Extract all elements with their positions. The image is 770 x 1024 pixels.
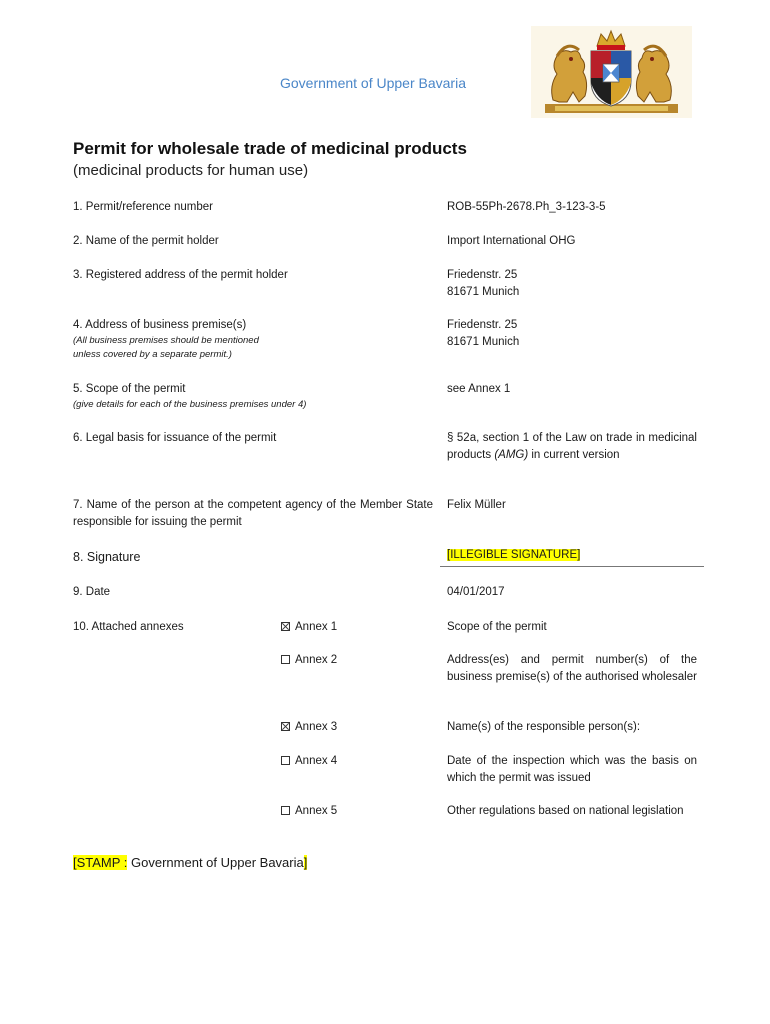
stamp-prefix: [STAMP : bbox=[73, 855, 128, 870]
annex-5-checkbox[interactable] bbox=[281, 803, 337, 820]
annex-4-description: Date of the inspection which was the basis on which the permit was issued bbox=[447, 755, 697, 784]
date-label: 9. Date bbox=[73, 586, 111, 598]
business-premises-note-2: unless covered by a separate permit.) bbox=[73, 349, 232, 360]
checked-box-icon bbox=[281, 622, 290, 631]
business-premises-city: 81671 Munich bbox=[447, 336, 520, 348]
business-premises-value bbox=[447, 317, 519, 351]
signature-value bbox=[447, 547, 580, 564]
annex-3-label: Annex 3 bbox=[295, 721, 338, 733]
signature-label: 8. Signature bbox=[73, 550, 141, 564]
scope-label: 5. Scope of the permit bbox=[73, 383, 186, 395]
annex-3-description: Name(s) of the responsible person(s): bbox=[447, 721, 641, 733]
coat-of-arms-icon bbox=[531, 26, 692, 118]
permit-number-value: ROB-55Ph-2678.Ph_3-123-3-5 bbox=[447, 201, 606, 213]
legal-basis-text: § 52a, section 1 of the Law on trade in medicinal products bbox=[447, 432, 697, 461]
responsible-person-label: 7. Name of the person at the competent agency of the Member State responsible for issuing the permit bbox=[73, 499, 433, 528]
date-value: 04/01/2017 bbox=[447, 586, 505, 598]
scope-label-block bbox=[73, 381, 306, 412]
business-premises-note-1: (All business premises should be mentioned bbox=[73, 335, 259, 346]
signature-line bbox=[440, 566, 704, 567]
permit-holder-value: Import International OHG bbox=[447, 235, 576, 247]
responsible-person-value: Felix Müller bbox=[447, 499, 506, 511]
unchecked-box-icon bbox=[281, 756, 290, 765]
scope-value: see Annex 1 bbox=[447, 383, 511, 395]
annex-5-description: Other regulations based on national legislation bbox=[447, 805, 684, 817]
stamp-text: Government of Upper Bavaria bbox=[127, 855, 304, 870]
agency-name: Government of Upper Bavaria bbox=[280, 75, 466, 91]
annexes-label: 10. Attached annexes bbox=[73, 621, 184, 633]
business-premises-label: 4. Address of business premise(s) bbox=[73, 319, 247, 331]
annex-5-label: Annex 5 bbox=[295, 805, 338, 817]
business-premises-street: Friedenstr. 25 bbox=[447, 319, 518, 331]
annex-3-checkbox[interactable] bbox=[281, 719, 337, 736]
permit-number-label: 1. Permit/reference number bbox=[73, 201, 213, 213]
unchecked-box-icon bbox=[281, 806, 290, 815]
document-title: Permit for wholesale trade of medicinal products bbox=[73, 139, 467, 158]
annex-1-label: Annex 1 bbox=[295, 621, 338, 633]
signature-placeholder: [ILLEGIBLE SIGNATURE] bbox=[447, 549, 581, 561]
registered-address-label: 3. Registered address of the permit holder bbox=[73, 269, 288, 281]
legal-basis-value bbox=[447, 430, 697, 464]
registered-address-city: 81671 Munich bbox=[447, 286, 520, 298]
annex-1-checkbox[interactable] bbox=[281, 619, 337, 636]
legal-basis-label: 6. Legal basis for issuance of the permit bbox=[73, 432, 277, 444]
registered-address-street: Friedenstr. 25 bbox=[447, 269, 518, 281]
annex-4-label: Annex 4 bbox=[295, 755, 338, 767]
scope-note: (give details for each of the business premises under 4) bbox=[73, 399, 307, 410]
annex-2-checkbox[interactable] bbox=[281, 652, 337, 669]
stamp-suffix: ] bbox=[303, 855, 308, 870]
document-subtitle: (medicinal products for human use) bbox=[73, 162, 309, 179]
annex-2-label: Annex 2 bbox=[295, 654, 338, 666]
annex-2-description: Address(es) and permit number(s) of the business premise(s) of the authorised wholesaler bbox=[447, 654, 697, 683]
permit-holder-label: 2. Name of the permit holder bbox=[73, 235, 219, 247]
checked-box-icon bbox=[281, 722, 290, 731]
registered-address-value bbox=[447, 267, 519, 301]
business-premises-label-block bbox=[73, 317, 259, 362]
legal-basis-amg: (AMG) bbox=[494, 449, 529, 461]
annex-4-checkbox[interactable] bbox=[281, 753, 337, 770]
legal-basis-version: in current version bbox=[528, 449, 620, 461]
stamp bbox=[73, 855, 307, 870]
annex-1-description: Scope of the permit bbox=[447, 621, 547, 633]
unchecked-box-icon bbox=[281, 655, 290, 664]
